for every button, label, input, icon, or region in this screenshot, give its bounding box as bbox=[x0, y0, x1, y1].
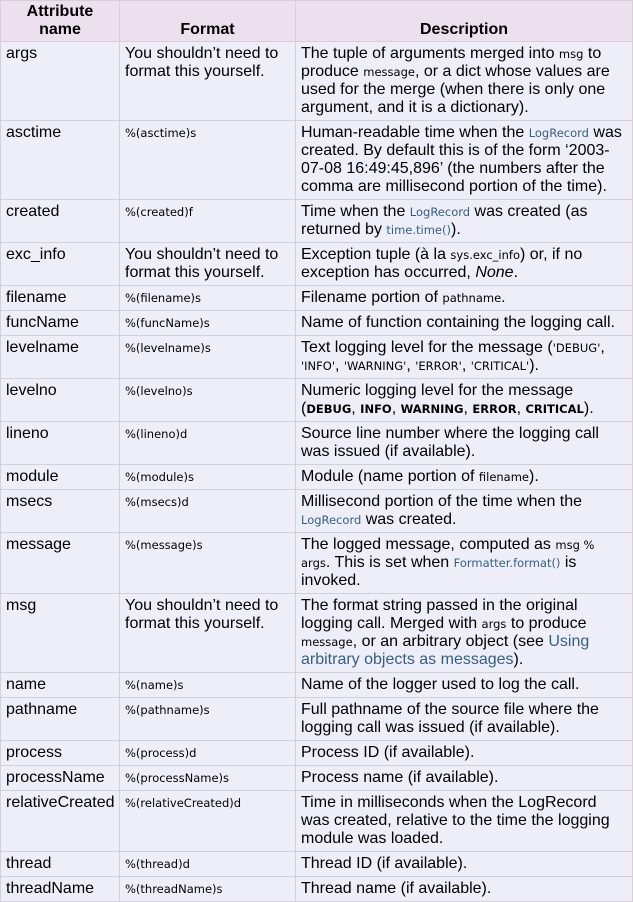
desc-text: The tuple of arguments merged into bbox=[301, 45, 559, 62]
attribute-name: levelno bbox=[1, 379, 120, 422]
level-constant: CRITICAL bbox=[525, 402, 584, 416]
arbitrary-objects-link[interactable]: Using arbitrary objects as messages bbox=[301, 633, 590, 668]
format-text: You shouldn’t need to format this yourself. bbox=[120, 42, 296, 121]
desc-text: , bbox=[334, 357, 344, 374]
desc-text: to produce bbox=[301, 45, 602, 80]
attribute-name: module bbox=[1, 465, 120, 490]
level-constant: INFO bbox=[360, 402, 392, 416]
format-code: %(processName)s bbox=[120, 766, 296, 791]
level-constant: ERROR bbox=[472, 402, 517, 416]
desc-text: to produce bbox=[506, 615, 587, 632]
table-row bbox=[1, 422, 633, 465]
format-code: %(name)s bbox=[120, 673, 296, 698]
desc-text: was created (as returned by bbox=[301, 203, 588, 238]
description: Name of function containing the logging call. bbox=[296, 311, 633, 336]
description: Process name (if available). bbox=[296, 766, 633, 791]
table-row bbox=[1, 42, 633, 121]
description: Source line number where the logging call was issued (if available). bbox=[296, 422, 633, 465]
table-row bbox=[1, 243, 633, 286]
table-row bbox=[1, 877, 633, 902]
desc-text: Exception tuple (à la bbox=[301, 246, 451, 263]
desc-text: . bbox=[513, 264, 519, 281]
desc-text: Text logging level for the message ( bbox=[301, 339, 553, 356]
description: Full pathname of the source file where the logging call was issued (if available). bbox=[296, 698, 633, 741]
format-text: You shouldn’t need to format this yourself. bbox=[120, 243, 296, 286]
description bbox=[296, 336, 633, 379]
description: Process ID (if available). bbox=[296, 741, 633, 766]
header-attribute-name: Attribute name bbox=[1, 1, 120, 42]
code-literal: sys.exc_info bbox=[450, 248, 520, 262]
desc-text: . This is set when bbox=[325, 554, 454, 571]
description bbox=[296, 243, 633, 286]
description bbox=[296, 533, 633, 594]
desc-text: , bbox=[463, 400, 473, 417]
logrecord-link[interactable]: LogRecord bbox=[528, 126, 589, 140]
code-literal: args bbox=[481, 617, 507, 631]
level-constant: DEBUG bbox=[306, 402, 352, 416]
format-code: %(msecs)d bbox=[120, 490, 296, 533]
table-row bbox=[1, 336, 633, 379]
attribute-name: msg bbox=[1, 594, 120, 673]
format-code: %(funcName)s bbox=[120, 311, 296, 336]
desc-text: , bbox=[516, 400, 526, 417]
format-code: %(lineno)d bbox=[120, 422, 296, 465]
table-row bbox=[1, 465, 633, 490]
format-code: %(process)d bbox=[120, 741, 296, 766]
desc-text: was created. By default this is of the form ‘2003-07-08 16:49:45,896’ (the numbers after the comma are millisecond portion of the time). bbox=[301, 124, 622, 195]
desc-text: Human-readable time when the bbox=[301, 124, 529, 141]
code-literal: filename bbox=[478, 470, 530, 484]
table-row bbox=[1, 766, 633, 791]
table-row bbox=[1, 741, 633, 766]
format-code: %(message)s bbox=[120, 533, 296, 594]
desc-text: Module (name portion of bbox=[301, 468, 479, 485]
code-literal: 'ERROR' bbox=[415, 359, 462, 373]
attribute-name: args bbox=[1, 42, 120, 121]
attribute-name: exc_info bbox=[1, 243, 120, 286]
desc-text: ). bbox=[529, 357, 539, 374]
table-row bbox=[1, 200, 633, 243]
format-code: %(asctime)s bbox=[120, 121, 296, 200]
desc-text: was created. bbox=[361, 511, 457, 528]
attribute-name: thread bbox=[1, 852, 120, 877]
attribute-name: name bbox=[1, 673, 120, 698]
logrecord-link[interactable]: LogRecord bbox=[409, 205, 471, 219]
table-row bbox=[1, 852, 633, 877]
table-row bbox=[1, 286, 633, 311]
desc-text: The format string passed in the original logging call. Merged with bbox=[301, 597, 578, 632]
description bbox=[296, 490, 633, 533]
attribute-name: process bbox=[1, 741, 120, 766]
format-code: %(pathname)s bbox=[120, 698, 296, 741]
code-literal: 'CRITICAL' bbox=[470, 359, 530, 373]
desc-text: , bbox=[351, 400, 361, 417]
header-description: Description bbox=[296, 1, 633, 42]
desc-text: , bbox=[600, 339, 605, 356]
table-row bbox=[1, 379, 633, 422]
logrecord-link[interactable]: LogRecord bbox=[301, 513, 362, 527]
desc-text: , or a dict whose values are used for the merge (when there is only one argument, and it is a dictionary). bbox=[301, 63, 610, 116]
desc-text: ). bbox=[513, 651, 524, 668]
attribute-name: filename bbox=[1, 286, 120, 311]
table-row bbox=[1, 121, 633, 200]
desc-text: is invoked. bbox=[301, 554, 577, 589]
attribute-name: lineno bbox=[1, 422, 120, 465]
attribute-name: funcName bbox=[1, 311, 120, 336]
table-row bbox=[1, 311, 633, 336]
header-format: Format bbox=[120, 1, 296, 42]
code-literal: 'DEBUG' bbox=[552, 341, 601, 355]
level-constant: WARNING bbox=[400, 402, 464, 416]
format-code: %(levelno)s bbox=[120, 379, 296, 422]
attribute-name: created bbox=[1, 200, 120, 243]
table-row bbox=[1, 490, 633, 533]
format-code: %(levelname)s bbox=[120, 336, 296, 379]
code-literal: 'INFO' bbox=[301, 359, 335, 373]
attribute-name: message bbox=[1, 533, 120, 594]
code-literal: message bbox=[363, 65, 415, 79]
description bbox=[296, 594, 633, 673]
desc-text: ). bbox=[450, 221, 461, 238]
time-time-link[interactable]: time.time() bbox=[386, 223, 451, 237]
description bbox=[296, 200, 633, 243]
format-code: %(relativeCreated)d bbox=[120, 791, 296, 852]
description bbox=[296, 465, 633, 490]
description: Thread ID (if available). bbox=[296, 852, 633, 877]
desc-text: , bbox=[461, 357, 471, 374]
attribute-name: msecs bbox=[1, 490, 120, 533]
description bbox=[296, 121, 633, 200]
description bbox=[296, 379, 633, 422]
desc-text: Millisecond portion of the time when the bbox=[301, 493, 583, 510]
code-literal: msg bbox=[558, 47, 584, 61]
desc-text: The logged message, computed as bbox=[301, 536, 556, 553]
attribute-name: pathname bbox=[1, 698, 120, 741]
format-code: %(module)s bbox=[120, 465, 296, 490]
desc-text: , or an arbitrary object (see bbox=[352, 633, 549, 650]
format-code: %(threadName)s bbox=[120, 877, 296, 902]
attribute-name: relativeCreated bbox=[1, 791, 120, 852]
header-row bbox=[1, 1, 633, 42]
description bbox=[296, 42, 633, 121]
desc-text: , bbox=[391, 400, 401, 417]
format-code: %(thread)d bbox=[120, 852, 296, 877]
description: Thread name (if available). bbox=[296, 877, 633, 902]
format-code: %(filename)s bbox=[120, 286, 296, 311]
desc-text: ) or, if no exception has occurred, bbox=[301, 246, 583, 281]
desc-text: ). bbox=[583, 400, 594, 417]
desc-text: . bbox=[501, 289, 506, 306]
description: Name of the logger used to log the call. bbox=[296, 673, 633, 698]
code-literal: msg % args bbox=[301, 538, 595, 570]
code-literal: pathname bbox=[442, 291, 502, 305]
desc-text: Filename portion of bbox=[301, 289, 443, 306]
code-literal: message bbox=[301, 635, 353, 649]
none-literal: None bbox=[475, 264, 514, 281]
table-row bbox=[1, 594, 633, 673]
attribute-name: processName bbox=[1, 766, 120, 791]
desc-text: ). bbox=[529, 468, 539, 485]
format-text: You shouldn’t need to format this yourself. bbox=[120, 594, 296, 673]
formatter-format-link[interactable]: Formatter.format() bbox=[453, 556, 561, 570]
code-literal: 'WARNING' bbox=[343, 359, 407, 373]
table-row bbox=[1, 698, 633, 741]
description bbox=[296, 286, 633, 311]
attribute-name: levelname bbox=[1, 336, 120, 379]
attribute-name: threadName bbox=[1, 877, 120, 902]
format-code: %(created)f bbox=[120, 200, 296, 243]
description: Time in milliseconds when the LogRecord was created, relative to the time the logging module was loaded. bbox=[296, 791, 633, 852]
attribute-name: asctime bbox=[1, 121, 120, 200]
desc-text: Numeric logging level for the message ( bbox=[301, 382, 574, 417]
table-row bbox=[1, 533, 633, 594]
table-row bbox=[1, 673, 633, 698]
desc-text: Time when the bbox=[301, 203, 410, 220]
table-row bbox=[1, 791, 633, 852]
desc-text: , bbox=[406, 357, 416, 374]
